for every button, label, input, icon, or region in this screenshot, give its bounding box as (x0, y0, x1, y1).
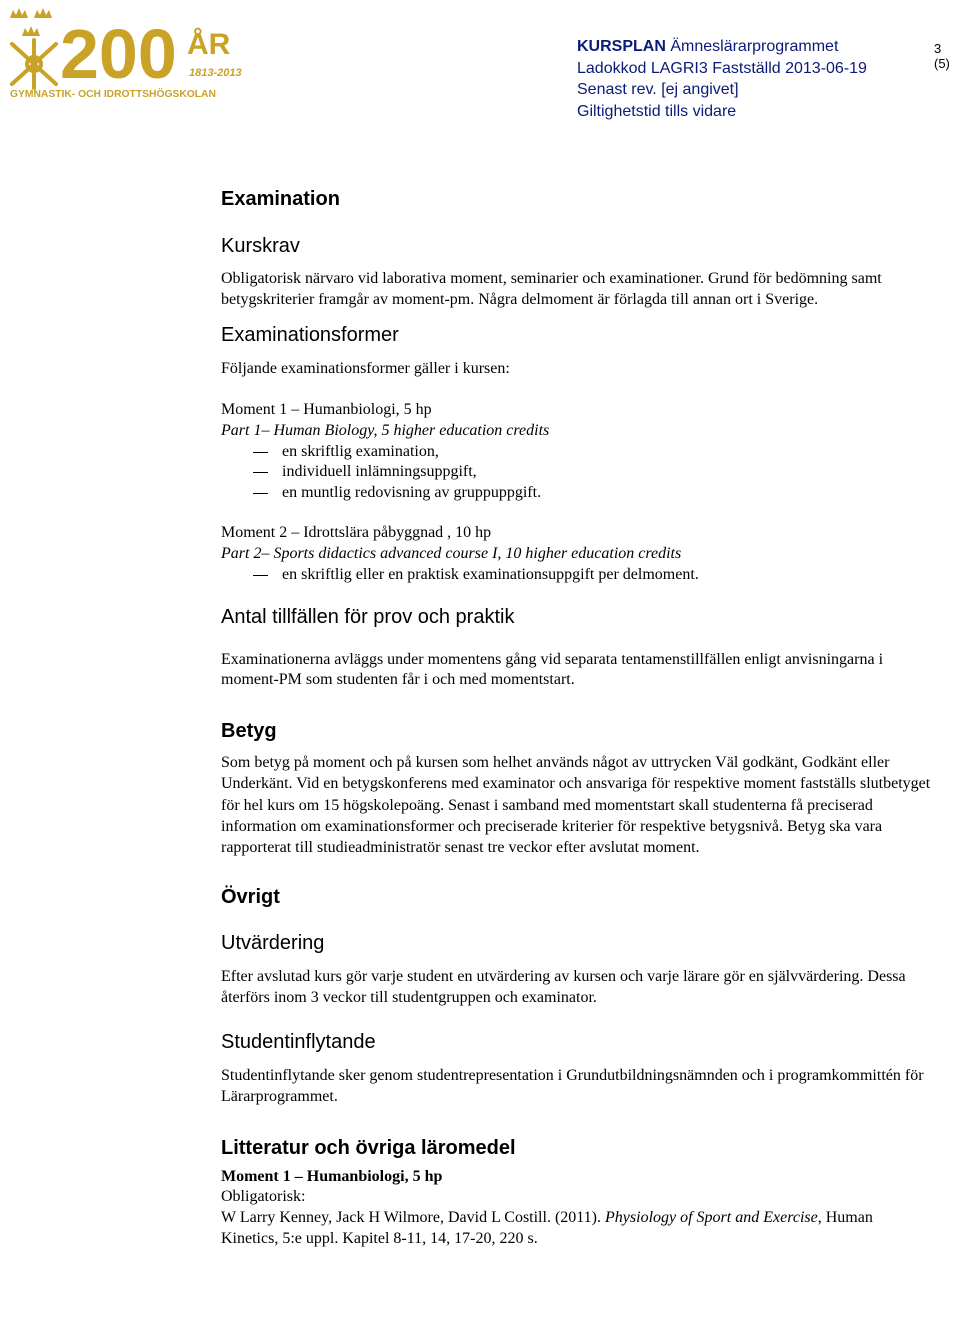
logo-ar: ÅR (187, 28, 231, 61)
heading-examinationsformer: Examinationsformer (221, 323, 399, 346)
lit-obligatorisk: Obligatorisk: (221, 1188, 306, 1206)
moment1-title: Moment 1 – Humanbiologi, 5 hp (221, 401, 432, 419)
header-title (577, 36, 867, 58)
logo-200: 200 (60, 15, 177, 93)
heading-kurskrav: Kurskrav (221, 235, 300, 257)
moment2-list (221, 565, 931, 586)
lit-moment1: Moment 1 – Humanbiologi, 5 hp (221, 1167, 443, 1185)
list-item: en muntlig redovisning av gruppuppgift. (221, 483, 931, 504)
antal-text: Examinationerna avläggs under momentens gång vid separata tentamenstillfällen enligt anvisningarna i moment-PM som studenten får i och med momentstart. (221, 650, 884, 689)
lit-ref-rest: , Human Kinetics, 5:e uppl. Kapitel 8-11, 14, 17-20, 220 s. (221, 1209, 873, 1248)
heading-ovrigt: Övrigt (221, 885, 280, 908)
heading-betyg: Betyg (221, 720, 277, 743)
emblem-icon (12, 40, 56, 88)
heading-studentinflytande: Studentinflytande (221, 1030, 376, 1053)
moment2-title: Moment 2 – Idrottslära påbyggnad , 10 hp (221, 524, 492, 542)
main-content (221, 186, 931, 1250)
studentinflytande-text: Studentinflytande sker genom studentrepresentation i Grundutbildningsnämnden och i programkommittén för Lärarprogrammet. (221, 1066, 924, 1106)
list-item: en skriftlig examination, (221, 442, 931, 463)
document-header (577, 36, 867, 122)
header-revision: Senast rev. [ej angivet] (577, 81, 739, 98)
heading-examination: Examination (221, 188, 340, 210)
list-item: individuell inlämningsuppgift, (221, 462, 931, 483)
lit-reference (221, 1208, 931, 1250)
logo-years: 1813-2013 (189, 67, 242, 79)
moment1-list (221, 442, 931, 504)
moment1-part: Part 1– Human Biology, 5 higher education credits (221, 422, 550, 440)
utvardering-text: Efter avslutad kurs gör varje student en utvärdering av kursen och varje lärare gör en självvärdering. Dessa återförs inom 3 veckor till studentgruppen och examinator. (221, 967, 906, 1007)
page-number: 3 (5) (934, 41, 950, 71)
header-title-bold: KURSPLAN (577, 38, 666, 55)
heading-utvardering: Utvärdering (221, 931, 325, 954)
moment2-part: Part 2– Sports didactics advanced course I, 10 higher education credits (221, 545, 682, 563)
heading-antal-tillfallen: Antal tillfällen för prov och praktik (221, 605, 515, 628)
betyg-text: Som betyg på moment och på kursen som helhet används något av uttrycken Väl godkänt, Godkänt eller Underkänt. Vid en betygskonferens med examinator och ansvariga för respektive moment fastställs slutbetyget för hel kurs om 15 högskolepoäng. Senast i samband med momentstart skall studenterna få preciserad information om examinationsformer och preciserade kriterier för respektive betygsnivå. Betyg ska vara rapporterat till studieadministratör senast tre veckor efter avslutat moment. (221, 754, 931, 857)
examinationsformer-intro: Följande examinationsformer gäller i kursen: (221, 359, 510, 377)
header-title-rest: Ämneslärarprogrammet (665, 38, 839, 55)
kurskrav-text: Obligatorisk närvaro vid laborativa moment, seminarier och examinationer. Grund för bedömning samt betygskriterier framgår av moment-pm. Några delmoment är förlagda till annan ort i Sverige. (221, 270, 882, 308)
crown-icon (10, 8, 52, 36)
header-ladokkod: Ladokkod LAGRI3 Fastställd 2013-06-19 (577, 59, 867, 77)
logo-school-name: GYMNASTIK- OCH IDROTTSHÖGSKOLAN (10, 89, 216, 100)
lit-ref-authors: W Larry Kenney, Jack H Wilmore, David L Costill. (2011). (221, 1209, 606, 1227)
heading-litteratur: Litteratur och övriga läromedel (221, 1136, 516, 1159)
lit-ref-title: Physiology of Sport and Exercise (605, 1209, 818, 1227)
header-validity: Giltighetstid tills vidare (577, 102, 737, 120)
list-item: en skriftlig eller en praktisk examinationsuppgift per delmoment. (221, 565, 931, 586)
school-logo (4, 4, 242, 100)
